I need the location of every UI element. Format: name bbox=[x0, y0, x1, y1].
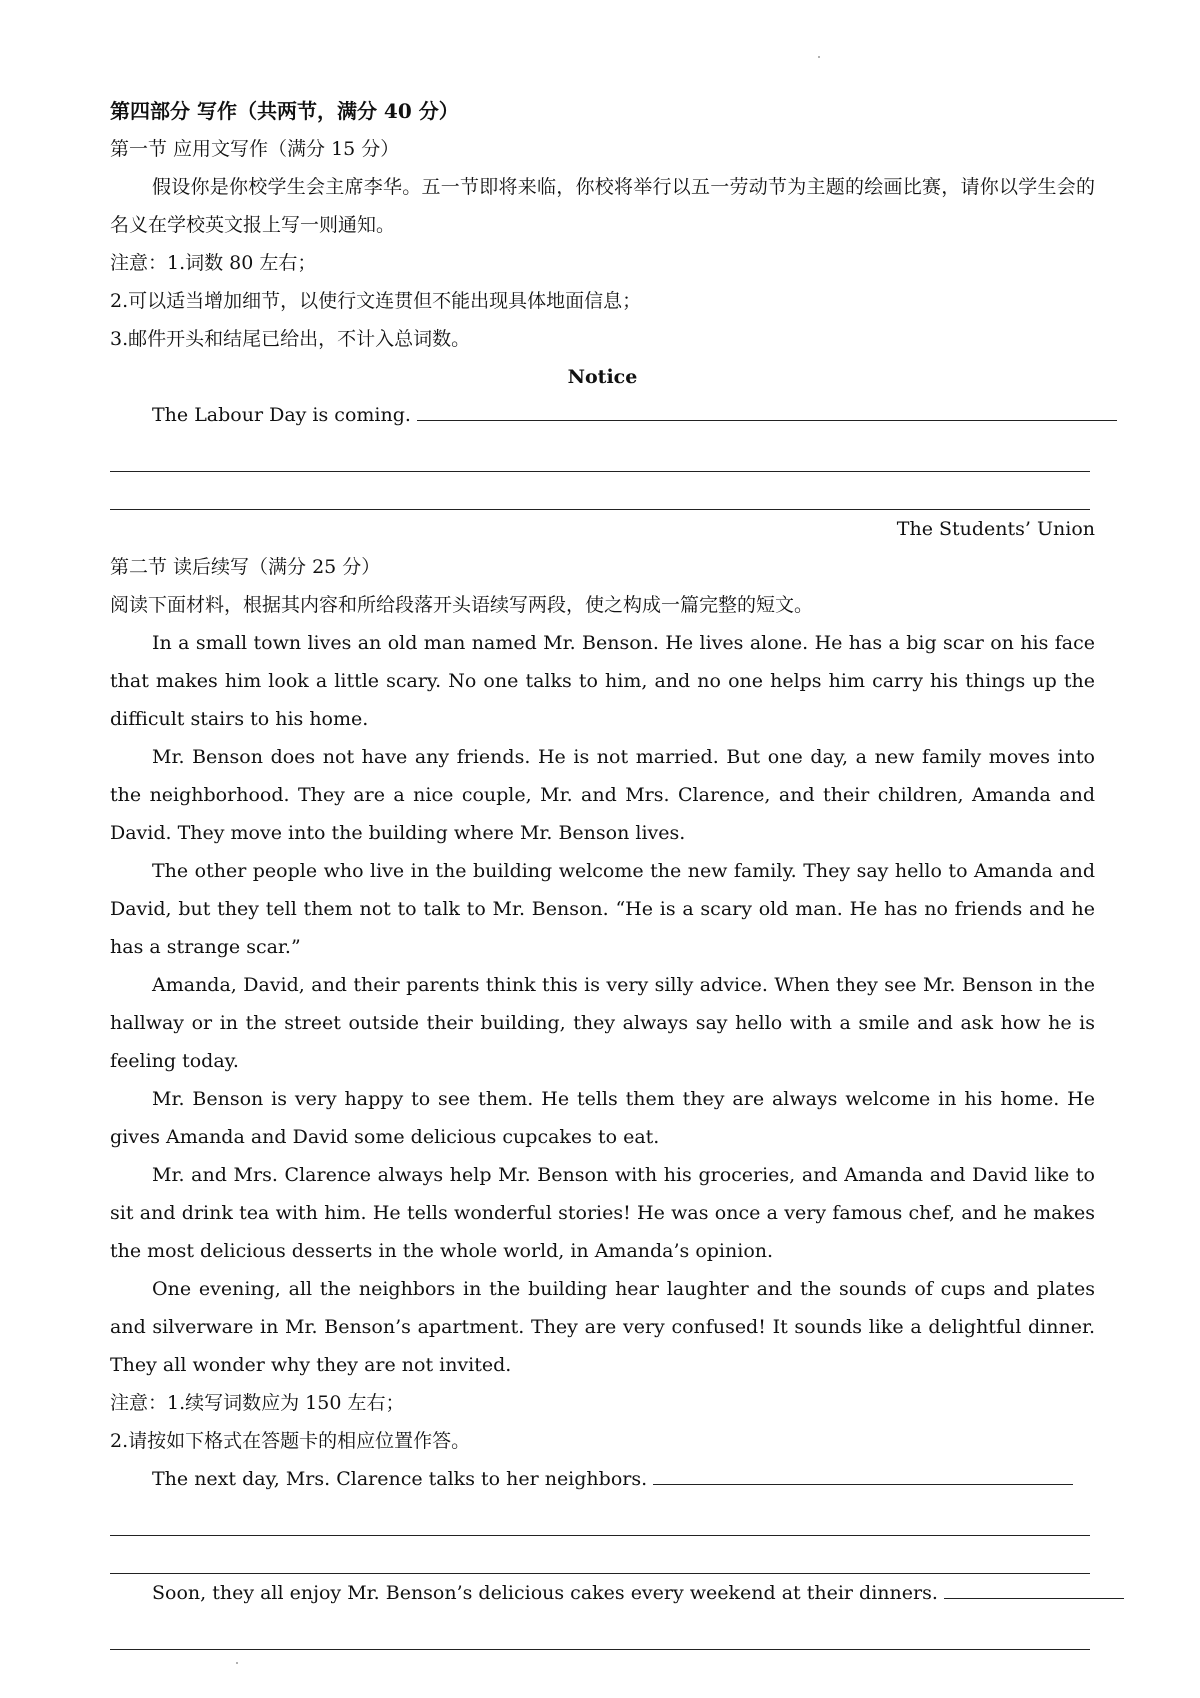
answer-line[interactable] bbox=[110, 1498, 1090, 1536]
notice-title: Notice bbox=[567, 366, 638, 388]
section2-note-2: 2.请按如下格式在答题卡的相应位置作答。 bbox=[110, 1430, 471, 1452]
answer-line[interactable] bbox=[110, 434, 1090, 472]
story-paragraph-6: Mr. and Mrs. Clarence always help Mr. Benson with his groceries, and Amanda and David like to sit and drink tea with him. He tells wonderful stories! He was once a very famous chef, and he makes the most delicious desserts in the whole world, in Amanda’s opinion. bbox=[110, 1164, 1095, 1262]
story-paragraph-2: Mr. Benson does not have any friends. He is not married. But one day, a new family moves into the neighborhood. They are a nice couple, Mr. and Mrs. Clarence, and their children, Amanda and David. They move into the building where Mr. Benson lives. bbox=[110, 746, 1095, 844]
section1-prompt: 假设你是你校学生会主席李华。五一节即将来临，你校将举行以五一劳动节为主题的绘画比赛，请你以学生会的名义在学校英文报上写一则通知。 bbox=[110, 176, 1095, 236]
story-paragraph-3: The other people who live in the building welcome the new family. They say hello to Amanda and David, but they tell them not to talk to Mr. Benson. “He is a scary old man. He has no friends and he has a strange scar.” bbox=[110, 860, 1095, 958]
section2-title: 第二节 读后续写（满分 25 分） bbox=[110, 556, 381, 578]
story-paragraph-7: One evening, all the neighbors in the building hear laughter and the sounds of cups and plates and silverware in Mr. Benson’s apartment. They are very confused! It sounds like a delightful dinner. They all wonder why they are not invited. bbox=[110, 1278, 1095, 1376]
answer-blank[interactable] bbox=[653, 1483, 1073, 1485]
part-title: 第四部分 写作（共两节，满分 40 分） bbox=[110, 99, 459, 123]
notice-opening: The Labour Day is coming. bbox=[152, 404, 411, 426]
continuation-opening-2-line bbox=[110, 1574, 1095, 1612]
answer-line[interactable] bbox=[110, 472, 1090, 510]
story-paragraph-1: In a small town lives an old man named Mr. Benson. He lives alone. He has a big scar on his face that makes him look a little scary. No one talks to him, and no one helps him carry his things up the difficult stairs to his home. bbox=[110, 632, 1095, 730]
answer-line[interactable] bbox=[110, 1612, 1090, 1650]
section1-note-3: 3.邮件开头和结尾已给出，不计入总词数。 bbox=[110, 328, 471, 350]
answer-line[interactable] bbox=[110, 1536, 1090, 1574]
scan-speck bbox=[818, 56, 820, 58]
continuation-opening-2: Soon, they all enjoy Mr. Benson’s delicious cakes every weekend at their dinners. bbox=[152, 1582, 938, 1604]
section1-note-2: 2.可以适当增加细节，以使行文连贯但不能出现具体地面信息； bbox=[110, 290, 642, 312]
continuation-opening-1-line bbox=[110, 1460, 1095, 1498]
answer-blank[interactable] bbox=[417, 419, 1117, 421]
notice-signature: The Students’ Union bbox=[896, 518, 1095, 540]
answer-blank[interactable] bbox=[944, 1597, 1124, 1599]
section2-instruction: 阅读下面材料，根据其内容和所给段落开头语续写两段，使之构成一篇完整的短文。 bbox=[110, 594, 814, 616]
story-paragraph-5: Mr. Benson is very happy to see them. He tells them they are always welcome in his home. He gives Amanda and David some delicious cupcakes to eat. bbox=[110, 1088, 1095, 1148]
section1-title: 第一节 应用文写作（满分 15 分） bbox=[110, 138, 400, 160]
notice-opening-line bbox=[110, 396, 1095, 434]
scan-speck bbox=[236, 1662, 238, 1664]
story-paragraph-4: Amanda, David, and their parents think this is very silly advice. When they see Mr. Benson in the hallway or in the street outside their building, they always say hello with a smile and ask how he is feeling today. bbox=[110, 974, 1095, 1072]
exam-page bbox=[110, 92, 1095, 1650]
continuation-opening-1: The next day, Mrs. Clarence talks to her neighbors. bbox=[152, 1468, 648, 1490]
section1-note-1: 注意：1.词数 80 左右； bbox=[110, 252, 317, 274]
section2-note-1: 注意：1.续写词数应为 150 左右； bbox=[110, 1392, 405, 1414]
